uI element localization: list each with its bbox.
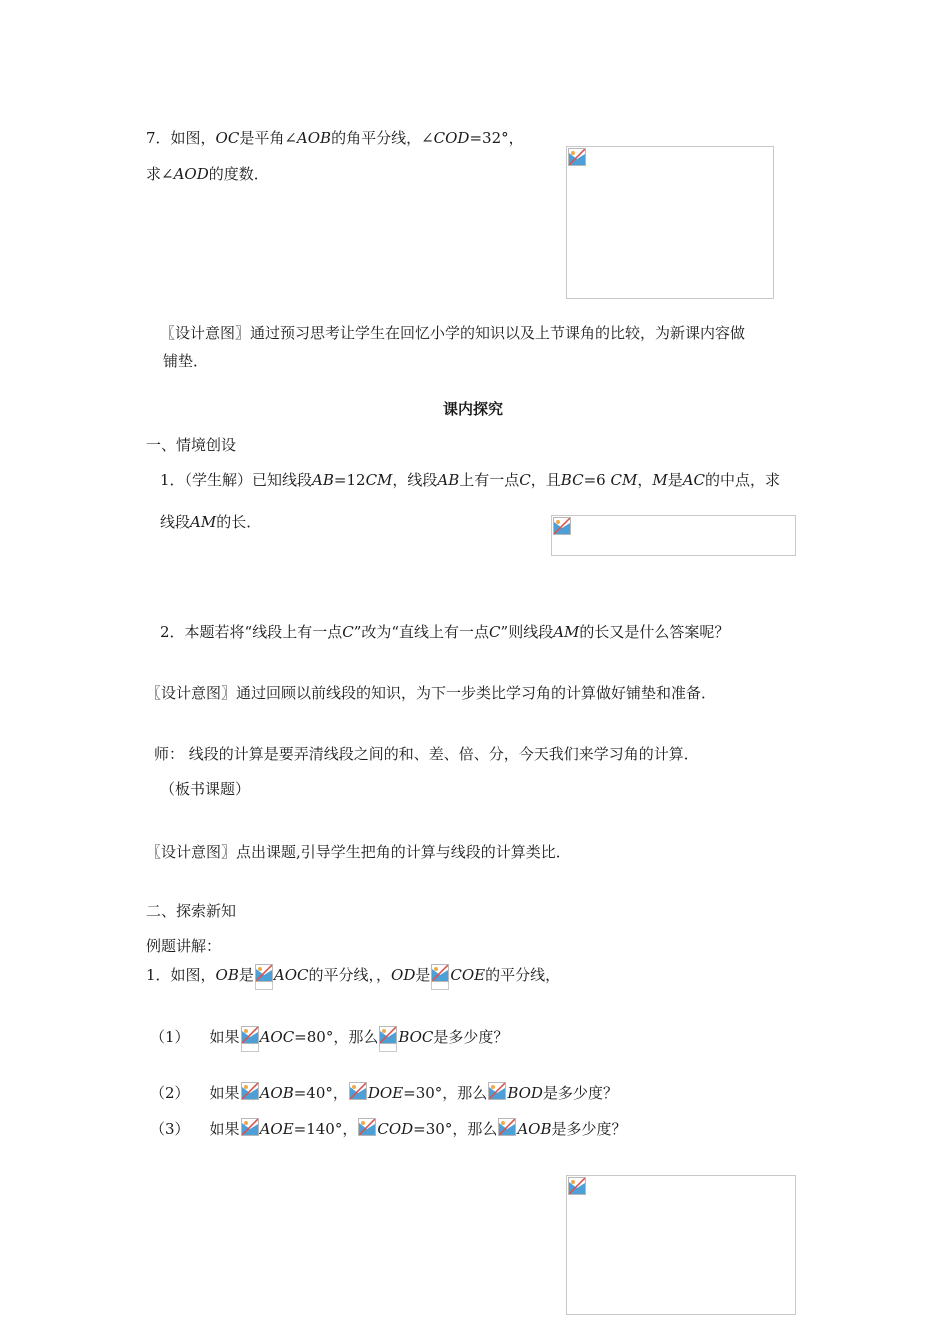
example-1-sub-1: （1） 如果 AOC=80°，那么 BOC是多少度？ (150, 1024, 508, 1052)
teacher-remark: 师： 线段的计算是要弄清线段之间的和、差、倍、分，今天我们来学习角的计算． (154, 745, 699, 763)
angle-symbol-image (348, 1080, 368, 1108)
section-title: 课内探究 (443, 400, 504, 418)
angle-symbol-image (254, 962, 274, 990)
broken-image-icon (349, 1082, 367, 1100)
design-intent-2: 〖设计意图〗通过回顾以前线段的知识，为下一步类比学习角的计算做好铺垫和准备． (146, 684, 717, 702)
q7-line2: 求∠AOD的度数． (146, 165, 269, 183)
broken-image-icon (241, 1026, 259, 1044)
part2-heading: 二、探索新知 (146, 902, 237, 920)
design-intent-3: 〖设计意图〗点出课题,引导学生把角的计算与线段的计算类比． (146, 843, 571, 861)
angle-symbol-image (378, 1024, 398, 1052)
broken-image-icon (241, 1082, 259, 1100)
angle-symbol-image (240, 1116, 260, 1144)
broken-image-icon (379, 1026, 397, 1044)
broken-image-icon (568, 1177, 586, 1195)
broken-image-icon (553, 517, 571, 535)
angle-symbol-image (430, 962, 450, 990)
broken-image-icon (241, 1118, 259, 1136)
angle-symbol-image (497, 1116, 517, 1144)
part1-q2: 2．本题若将“线段上有一点C”改为“直线上有一点C”则线段AM的长又是什么答案呢？ (160, 623, 730, 641)
design-intent-1-line2: 铺垫． (163, 352, 209, 370)
example-1-sub-3: （3） 如果 AOE=140°， COD=30°，那么 AOB是多少度？ (150, 1116, 627, 1144)
figure-q1-image (551, 515, 796, 556)
broken-image-icon (498, 1118, 516, 1136)
angle-symbol-image (487, 1080, 507, 1108)
broken-image-icon (431, 964, 449, 982)
design-intent-1-line1: 〖设计意图〗通过预习思考让学生在回忆小学的知识以及上节课角的比较，为新课内容做 (160, 324, 746, 342)
figure-example-1-image (566, 1175, 796, 1315)
part1-q1-line1: 1．（学生解）已知线段AB=12CM，线段AB上有一点C，且BC=6 CM，M是AC的中点，求 (160, 471, 781, 489)
angle-symbol-image (240, 1080, 260, 1108)
broken-image-icon (255, 964, 273, 982)
example-1-sub-2: （2） 如果 AOB=40°， DOE=30°，那么 BOD是多少度？ (150, 1080, 618, 1108)
broken-image-icon (358, 1118, 376, 1136)
board-note: （板书课题） (160, 780, 251, 798)
part1-q1-line2: 线段AM的长． (160, 513, 262, 531)
angle-symbol-image (357, 1116, 377, 1144)
q7-line1: 7．如图，OC是平角∠AOB的角平分线，∠COD=32°， (146, 129, 524, 147)
angle-symbol-image (240, 1024, 260, 1052)
broken-image-icon (488, 1082, 506, 1100)
figure-q7-image (566, 146, 774, 299)
example-1: 1．如图，OB是 AOC的平分线，，OD是 COE的平分线， (146, 962, 560, 990)
part1-heading: 一、情境创设 (146, 436, 237, 454)
example-label: 例题讲解： (146, 937, 222, 955)
broken-image-icon (568, 148, 586, 166)
